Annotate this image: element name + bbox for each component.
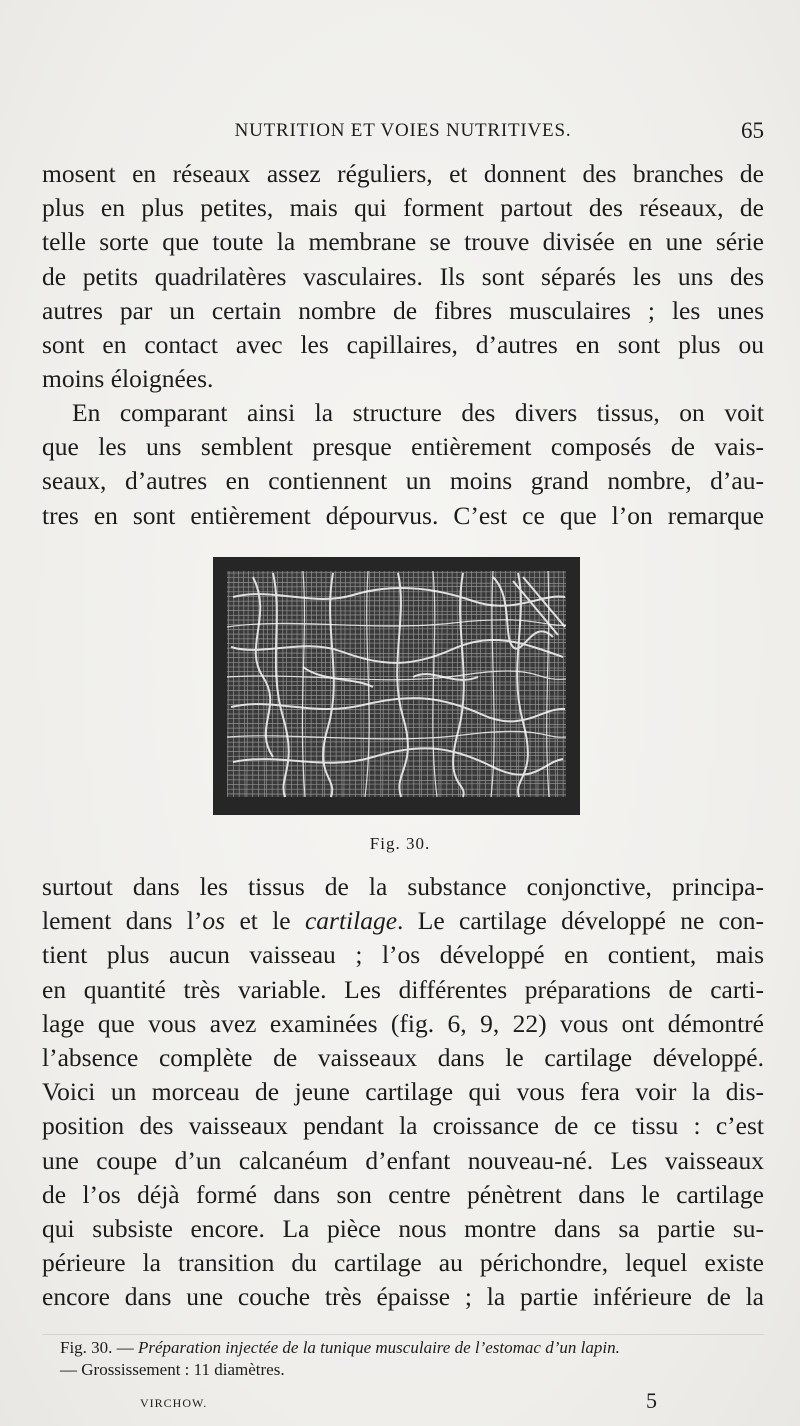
figure-vascular-network <box>213 557 580 815</box>
paragraph-3 <box>42 870 764 1314</box>
text-line: moins éloignées. <box>42 364 214 394</box>
text-line: Voici un morceau de jeune cartilage qui vous fera voir la dis- <box>42 1077 764 1107</box>
caption-dash: — <box>112 1338 138 1357</box>
paragraph-1 <box>42 157 764 396</box>
text-line: En comparant ainsi la structure des divers tissus, on voit <box>72 398 764 427</box>
text-segment: lement dans l’ <box>42 906 203 936</box>
text-line: lage que vous avez examinées (fig. 6, 9, 22) vous ont démontré <box>42 1008 764 1038</box>
text-line: l’absence complète de vaisseaux dans le cartilage développé. <box>42 1042 764 1072</box>
text-line: une coupe d’un calcanéum d’enfant nouveau-né. Les vaisseaux <box>42 1145 764 1175</box>
text-line: qui subsiste encore. La pièce nous montre dans sa partie su- <box>42 1213 764 1243</box>
text-line: plus en plus petites, mais qui forment partout des réseaux, de <box>42 193 764 223</box>
caption-fig-ref: Fig. 30. <box>60 1338 113 1357</box>
text-line: sont en contact avec les capillaires, d’autres en sont plus ou <box>42 329 764 359</box>
figure-label: Fig. 30. <box>369 834 431 853</box>
sheet-number: 5 <box>646 1388 657 1413</box>
text-line-mixed <box>42 904 764 938</box>
text-line: périeure la transition du cartilage au périchondre, lequel existe <box>42 1248 764 1278</box>
text-segment: . Le cartilage développé ne con- <box>397 906 764 936</box>
page-number: 65 <box>741 118 764 143</box>
text-line: mosent en réseaux assez réguliers, et donnent des branches de <box>42 159 764 188</box>
caption-line-1 <box>60 1337 760 1359</box>
text-line: tient plus aucun vaisseau ; l’os développé en contient, mais <box>42 940 764 970</box>
italic-term-cartilage: cartilage <box>304 906 398 936</box>
figure-caption <box>60 1337 760 1381</box>
text-line: surtout dans les tissus de la substance conjonctive, principa- <box>42 872 764 901</box>
text-line: de l’os déjà formé dans son centre pénètrent dans le cartilage <box>42 1179 764 1209</box>
running-head: NUTRITION ET VOIES NUTRITIVES. <box>234 120 572 141</box>
paragraph-2 <box>42 396 764 533</box>
text-line: telle sorte que toute la membrane se trouve divisée en une série <box>42 227 764 257</box>
caption-italic-text: Préparation injectée de la tunique musculaire de l’estomac d’un lapin. <box>137 1338 620 1357</box>
text-segment: et le <box>225 906 305 936</box>
text-line: que les uns semblent presque entièrement composés de vais- <box>42 432 764 462</box>
vascular-network-illustration <box>213 557 580 815</box>
page-header <box>42 118 764 144</box>
footnote-rule <box>42 1334 764 1335</box>
text-line: tres en sont entièrement dépourvus. C’est ce que l’on remarque <box>42 500 764 530</box>
text-line: encore dans une couche très épaisse ; la partie inférieure de la <box>42 1282 764 1312</box>
text-line: de petits quadrilatères vasculaires. Ils sont séparés les uns des <box>42 261 764 291</box>
text-line: position des vaisseaux pendant la croissance de ce tissu : c’est <box>42 1111 764 1141</box>
text-line: autres par un certain nombre de fibres musculaires ; les unes <box>42 295 764 325</box>
printer-signature: VIRCHOW. <box>140 1396 208 1410</box>
caption-line-2: — Grossissement : 11 diamètres. <box>60 1360 285 1379</box>
italic-term-os: os <box>202 906 226 936</box>
text-line: en quantité très variable. Les différentes préparations de carti- <box>42 974 764 1004</box>
text-line: seaux, d’autres en contiennent un moins grand nombre, d’au- <box>42 466 764 496</box>
